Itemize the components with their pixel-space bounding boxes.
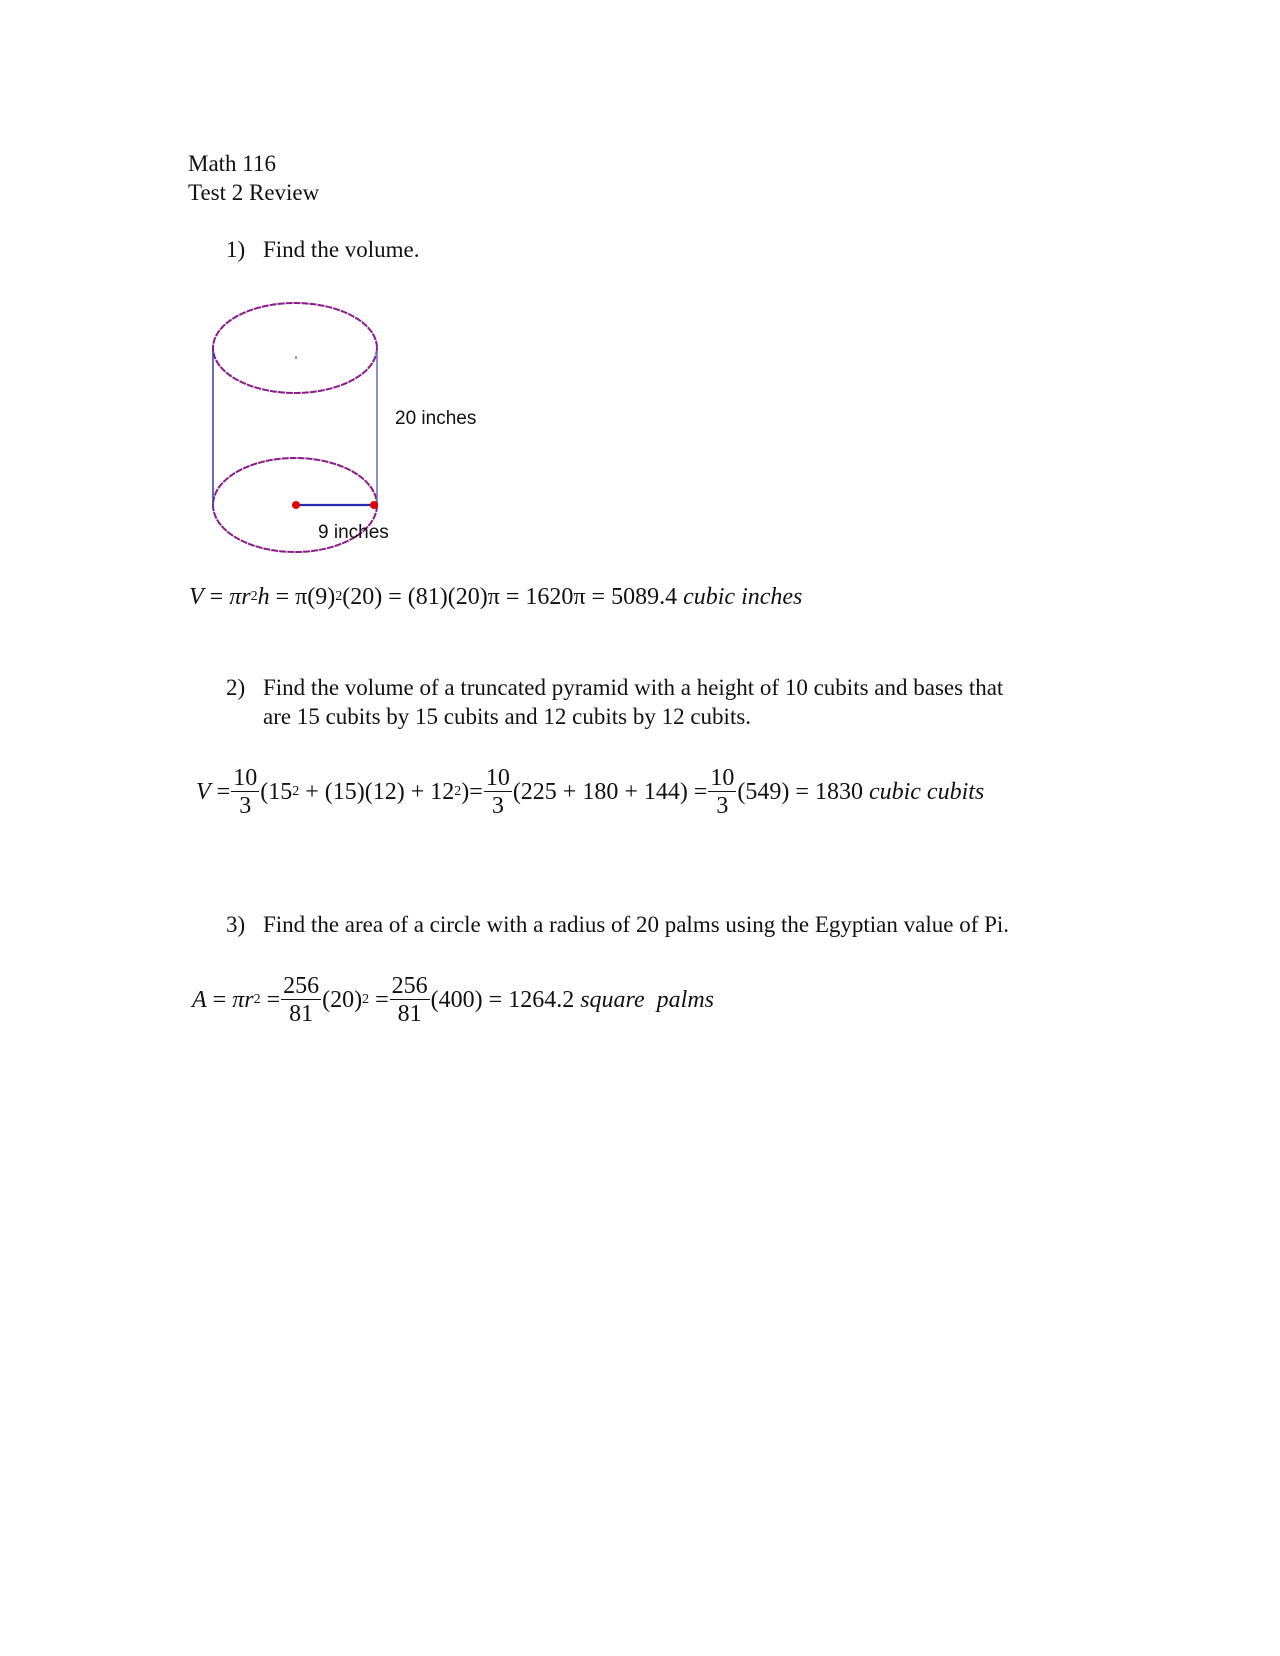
term: ): [461, 778, 470, 805]
problem-3: [226, 910, 1009, 940]
result: 1830: [814, 778, 863, 805]
fraction: [231, 765, 259, 820]
problem-2-line2: are 15 cubits by 15 cubits and 12 cubits by 12 cubits.: [263, 704, 752, 729]
problem-2: [226, 673, 1003, 703]
term: + (15)(12) + 12: [299, 778, 455, 805]
term: (81)(20)π: [407, 583, 500, 610]
problem-text: Find the area of a circle with a radius of 20 palms using the Egyptian value of Pi.: [263, 912, 1010, 937]
problem-number: 3): [226, 912, 246, 937]
term: π(9): [295, 583, 336, 610]
term: (20): [342, 583, 383, 610]
result: 5089.4: [611, 583, 678, 610]
pi-r: πr: [229, 583, 251, 610]
edge-point: [370, 501, 378, 509]
term: (225 + 180 + 144): [512, 778, 688, 805]
variable-v: V: [196, 778, 211, 805]
fraction: [281, 973, 321, 1028]
exponent: 2: [335, 589, 343, 604]
numerator: 256: [391, 972, 428, 999]
numerator: 10: [710, 764, 735, 791]
problem-text-line1: Find the volume of a truncated pyramid with a height of 10 cubits and bases that: [263, 675, 1004, 700]
equals: =: [591, 583, 606, 610]
equals: =: [212, 986, 227, 1013]
numerator: 10: [485, 764, 510, 791]
exponent: 2: [292, 784, 300, 799]
equals: =: [275, 583, 290, 610]
equals: =: [266, 986, 281, 1013]
unit: cubic cubits: [868, 778, 985, 805]
exponent: 2: [250, 589, 258, 604]
numerator: 256: [283, 972, 320, 999]
equals: =: [469, 778, 483, 805]
equals: =: [216, 778, 231, 805]
fraction: [708, 765, 736, 820]
term: 1620π: [525, 583, 586, 610]
center-point: [292, 501, 300, 509]
fraction: [484, 765, 512, 820]
term: (549): [737, 778, 790, 805]
exponent: 2: [362, 992, 370, 1007]
radius-label: 9 inches: [318, 522, 389, 543]
height-label: 20 inches: [395, 408, 477, 429]
unit: square palms: [580, 986, 714, 1013]
exponent: 2: [454, 784, 462, 799]
variable-h: h: [257, 583, 270, 610]
fraction: [390, 973, 430, 1028]
result: 1264.2: [508, 986, 575, 1013]
denominator: 81: [289, 1000, 314, 1027]
equals: =: [505, 583, 520, 610]
pi-r: πr: [232, 986, 254, 1013]
solution-2-formula: [196, 762, 984, 822]
term: (15: [260, 778, 293, 805]
denominator: 81: [397, 1000, 422, 1027]
term: (400): [430, 986, 483, 1013]
denominator: 3: [239, 792, 252, 819]
denominator: 3: [716, 792, 729, 819]
numerator: 10: [233, 764, 258, 791]
problem-number: 1): [226, 237, 246, 262]
cylinder-top-ellipse: [213, 303, 377, 393]
equals: =: [375, 986, 389, 1013]
variable-a: A: [192, 986, 207, 1013]
equals: =: [488, 986, 503, 1013]
variable-v: V: [189, 583, 204, 610]
term: (20): [322, 986, 363, 1013]
equals: =: [388, 583, 402, 610]
denominator: 3: [491, 792, 504, 819]
problem-text: Find the volume.: [263, 237, 420, 262]
equals: =: [693, 778, 708, 805]
problem-1: [226, 235, 420, 265]
problem-number: 2): [226, 675, 246, 700]
equals: =: [795, 778, 809, 805]
course-title: Math 116: [188, 151, 276, 176]
equals: =: [209, 583, 224, 610]
unit: cubic inches: [683, 583, 803, 610]
document-title: Test 2 Review: [188, 180, 320, 205]
solution-1-formula: [189, 581, 802, 613]
exponent: 2: [253, 992, 261, 1007]
solution-3-formula: [192, 970, 714, 1030]
